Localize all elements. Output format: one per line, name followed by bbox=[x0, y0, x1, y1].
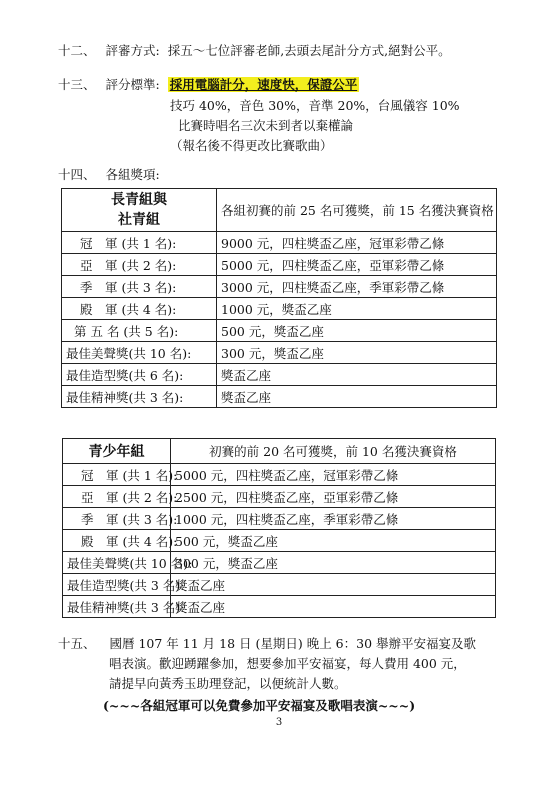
award-prize: 3000 元，四柱獎盃乙座，季軍彩帶乙條 bbox=[217, 276, 497, 298]
award-prize: 1000 元，獎盃乙座 bbox=[217, 298, 497, 320]
section-13-label: 評分標準: bbox=[105, 77, 160, 92]
award-name: 季 軍 (共 3 名): bbox=[62, 276, 217, 298]
award-prize: 獎盃乙座 bbox=[171, 596, 496, 618]
table-row bbox=[62, 276, 497, 298]
section-15-line3: 請提早向黃秀玉助理登記，以便統計人數。 bbox=[109, 676, 347, 691]
award-name: 最佳美聲獎(共 10 名): bbox=[63, 552, 171, 574]
group-header-text: 各組初賽的前 25 名可獲獎，前 15 名獲決賽資格 bbox=[217, 189, 497, 232]
section-13-line4: （報名後不得更改比賽歌曲） bbox=[170, 138, 333, 153]
section-15-line2: 唱表演。歡迎踴躍參加，想要參加平安福宴，每人費用 400 元， bbox=[109, 656, 466, 671]
award-name: 季 軍 (共 3 名): bbox=[63, 508, 171, 530]
award-name: 第 五 名 (共 5 名): bbox=[62, 320, 217, 342]
award-prize: 獎盃乙座 bbox=[217, 364, 497, 386]
table-row bbox=[62, 320, 497, 342]
table-row bbox=[63, 530, 496, 552]
award-prize: 500 元，獎盃乙座 bbox=[171, 530, 496, 552]
award-prize: 300 元，獎盃乙座 bbox=[171, 552, 496, 574]
section-13-number: 十三、 bbox=[58, 77, 96, 92]
group-header-text: 初賽的前 20 名可獲獎，前 10 名獲決賽資格 bbox=[171, 439, 496, 464]
section-14-label: 各組獎項: bbox=[105, 167, 160, 182]
award-prize: 500 元，獎盃乙座 bbox=[217, 320, 497, 342]
youth-prize-table bbox=[62, 438, 496, 618]
section-12-number: 十二、 bbox=[58, 43, 96, 58]
table-header-row bbox=[62, 189, 497, 232]
section-14-number: 十四、 bbox=[58, 167, 96, 182]
section-15 bbox=[58, 634, 476, 652]
group-name-line1: 長青組與 bbox=[111, 192, 167, 208]
section-12 bbox=[58, 41, 451, 59]
group-name-cell bbox=[62, 189, 217, 232]
table-row bbox=[62, 232, 497, 254]
table-row bbox=[62, 342, 497, 364]
award-prize: 5000 元，四柱獎盃乙座，亞軍彩帶乙條 bbox=[217, 254, 497, 276]
senior-prize-table bbox=[61, 188, 497, 408]
award-prize: 5000 元，四柱獎盃乙座，冠軍彩帶乙條 bbox=[171, 464, 496, 486]
section-12-text: 採五～七位評審老師,去頭去尾計分方式,絕對公平。 bbox=[167, 43, 451, 58]
page-number: 3 bbox=[275, 717, 283, 728]
award-name: 最佳精神獎(共 3 名): bbox=[62, 386, 217, 408]
section-15-line1: 國曆 107 年 11 月 18 日 (星期日) 晚上 6：30 舉辦平安福宴及歌 bbox=[109, 636, 477, 651]
award-prize: 9000 元，四柱獎盃乙座，冠軍彩帶乙條 bbox=[217, 232, 497, 254]
award-name: 最佳造型獎(共 3 名): bbox=[63, 574, 171, 596]
award-name: 殿 軍 (共 4 名): bbox=[62, 298, 217, 320]
table-header-row bbox=[63, 439, 496, 464]
table-row bbox=[63, 596, 496, 618]
award-name: 最佳造型獎(共 6 名): bbox=[62, 364, 217, 386]
table-row bbox=[62, 254, 497, 276]
section-14 bbox=[58, 165, 160, 183]
group-name-cell: 青少年組 bbox=[63, 439, 171, 464]
section-13-highlight: 採用電腦計分，速度快，保證公平 bbox=[169, 77, 358, 92]
award-name: 冠 軍 (共 1 名): bbox=[62, 232, 217, 254]
group-name-line2: 社青組 bbox=[118, 212, 160, 228]
section-15-number: 十五、 bbox=[58, 636, 96, 651]
award-name: 亞 軍 (共 2 名): bbox=[63, 486, 171, 508]
section-12-label: 評審方式: bbox=[105, 43, 160, 58]
award-name: 最佳精神獎(共 3 名): bbox=[63, 596, 171, 618]
award-name: 亞 軍 (共 2 名): bbox=[62, 254, 217, 276]
award-prize: 獎盃乙座 bbox=[171, 574, 496, 596]
table-row bbox=[63, 486, 496, 508]
table-row bbox=[63, 508, 496, 530]
table-row bbox=[62, 298, 497, 320]
table-row bbox=[63, 464, 496, 486]
table-row bbox=[63, 574, 496, 596]
table-row bbox=[62, 364, 497, 386]
table-row bbox=[62, 386, 497, 408]
section-13-line2: 技巧 40%，音色 30%，音準 20%，台風儀容 10% bbox=[170, 98, 460, 113]
section-13 bbox=[58, 75, 359, 93]
section-13-line3: 比賽時唱名三次未到者以棄權論 bbox=[178, 118, 354, 133]
award-prize: 1000 元，四柱獎盃乙座，季軍彩帶乙條 bbox=[171, 508, 496, 530]
award-prize: 300 元，獎盃乙座 bbox=[217, 342, 497, 364]
table-row bbox=[63, 552, 496, 574]
award-name: 殿 軍 (共 4 名): bbox=[63, 530, 171, 552]
section-15-note: (~~~各組冠軍可以免費參加平安福宴及歌唱表演~~~) bbox=[103, 698, 416, 713]
award-name: 冠 軍 (共 1 名): bbox=[63, 464, 171, 486]
award-prize: 2500 元，四柱獎盃乙座，亞軍彩帶乙條 bbox=[171, 486, 496, 508]
award-prize: 獎盃乙座 bbox=[217, 386, 497, 408]
award-name: 最佳美聲獎(共 10 名): bbox=[62, 342, 217, 364]
